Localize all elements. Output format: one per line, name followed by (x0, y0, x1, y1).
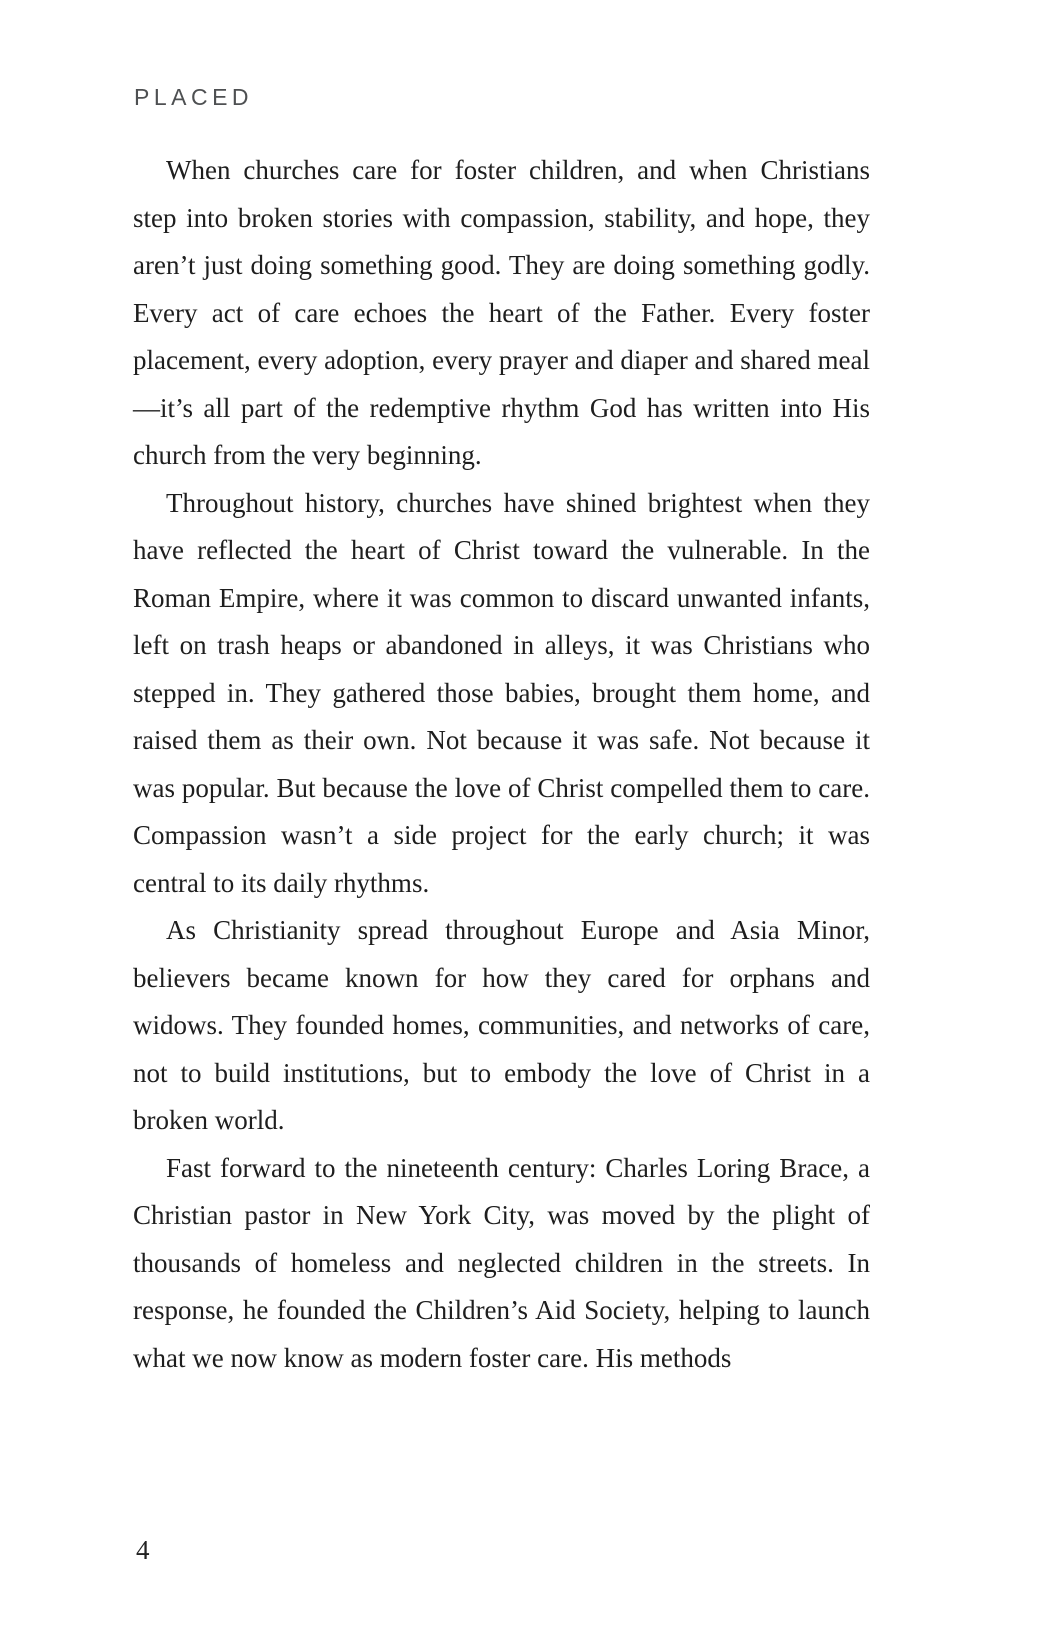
paragraph: Fast forward to the nineteenth century: Charles Loring Brace, a Christian pastor in New York City, was moved by the plight of thousands of homeless and neglected children in the streets. In response, he founded the Children’s Aid Society, helping to launch what we now know as modern foster care. His methods (133, 1152, 870, 1373)
body-text (133, 147, 870, 1382)
running-header: PLACED (134, 84, 254, 110)
paragraph: When churches care for foster children, and when Christians step into broken stories with compassion, stability, and hope, they aren’t just doing something good. They are doing something godly. Every act of care echoes the heart of the Father. Every foster placement, every adoption, every prayer and diaper and shared meal—it’s all part of the redemptive rhythm God has written into His church from the very beginning. (133, 155, 870, 470)
paragraph: Throughout history, churches have shined brightest when they have reflected the heart of Christ toward the vulnerable. In the Roman Empire, where it was common to discard unwanted infants, left on trash heaps or abandoned in alleys, it was Christians who stepped in. They gathered those babies, brought them home, and raised them as their own. Not because it was safe. Not because it was popular. But because the love of Christ compelled them to care. Compassion wasn’t a side project for the early church; it was central to its daily rhythms. (133, 487, 870, 898)
page-number: 4 (136, 1535, 150, 1565)
paragraph: As Christianity spread throughout Europe and Asia Minor, believers became known for how they cared for orphans and widows. They founded homes, communities, and networks of care, not to build institutions, but to embody the love of Christ in a broken world. (133, 915, 870, 1135)
